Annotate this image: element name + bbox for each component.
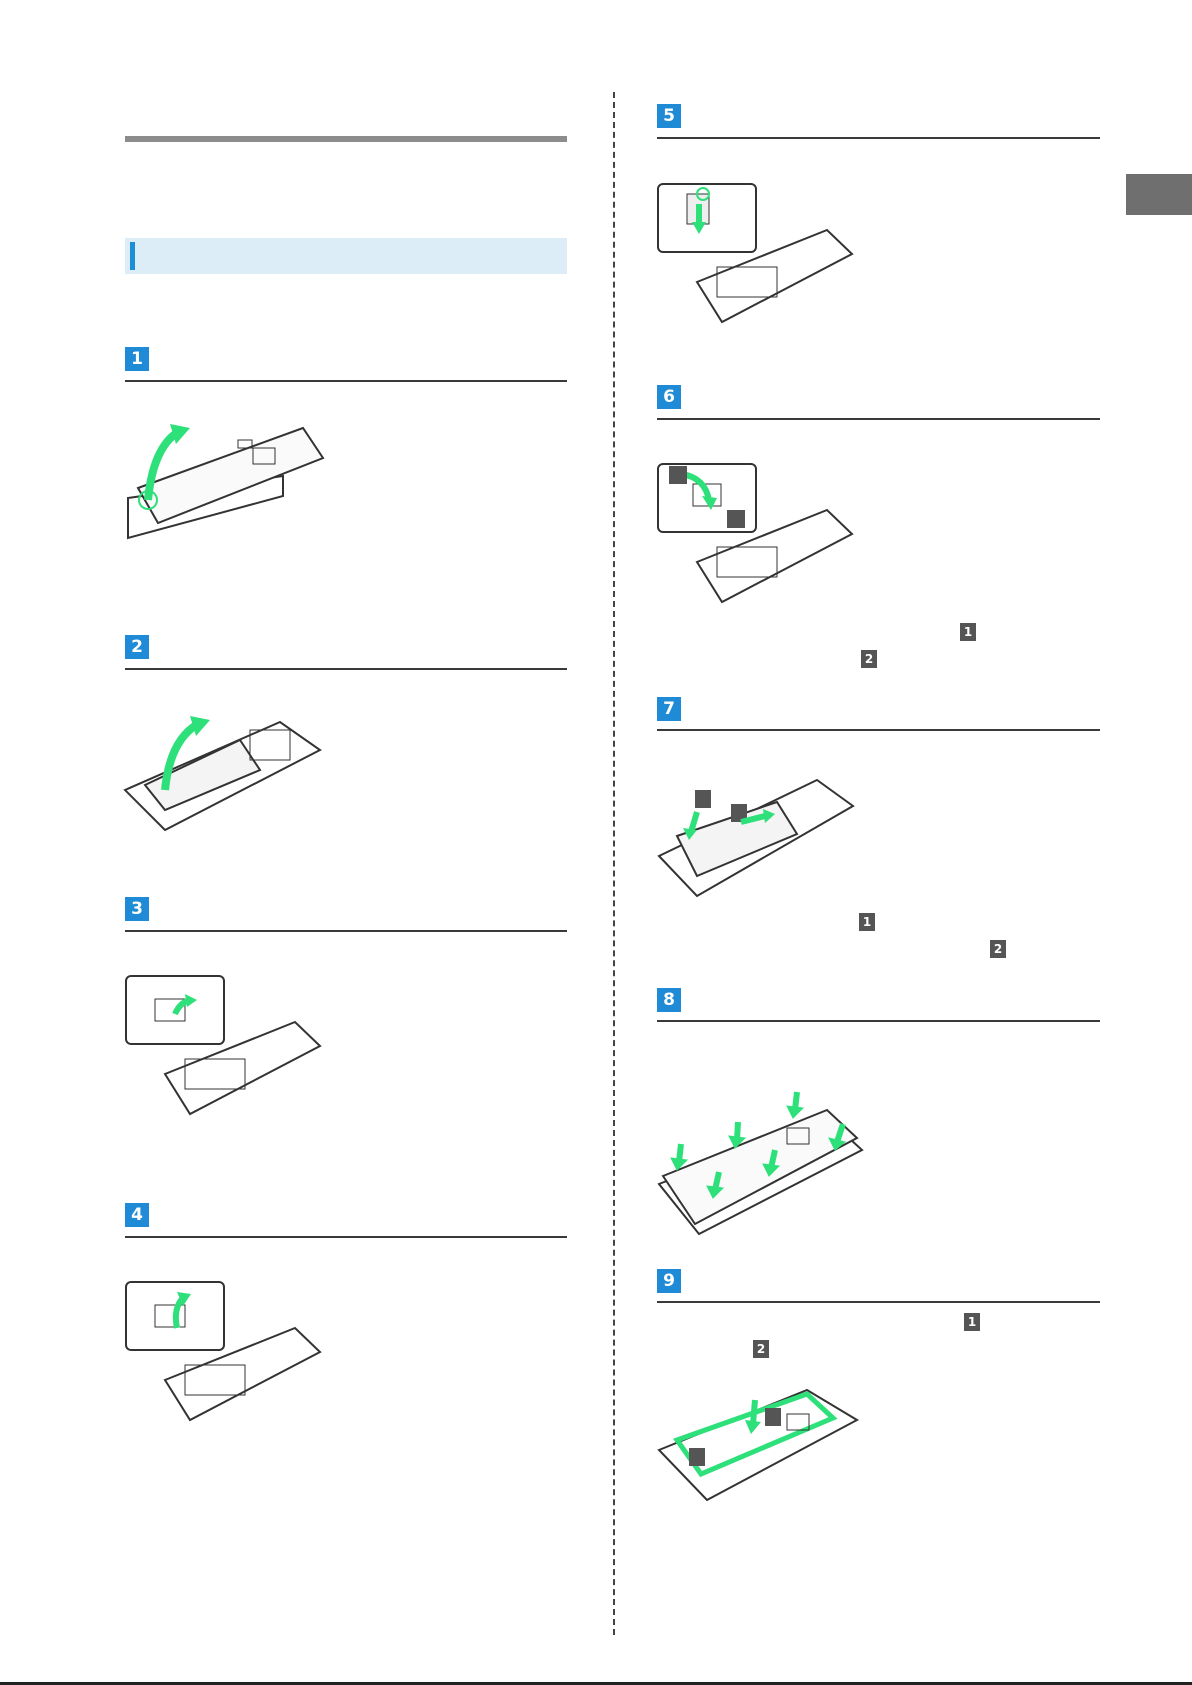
column-divider <box>613 92 615 1635</box>
illustration-cover-removal <box>118 418 328 558</box>
step-badge-1: 1 <box>125 347 149 371</box>
section-title-bar <box>125 136 567 142</box>
step-rule-2 <box>125 668 567 670</box>
subsection-marker <box>130 242 135 270</box>
step-rule-1 <box>125 380 567 382</box>
step-badge-2: 2 <box>125 635 149 659</box>
step-rule-4 <box>125 1236 567 1238</box>
illustration-back-cover-press <box>657 1380 867 1505</box>
step-badge-4: 4 <box>125 1203 149 1227</box>
illustration-sim-card-insert <box>657 182 857 332</box>
step-rule-5 <box>657 137 1100 139</box>
step-rule-6 <box>657 418 1100 420</box>
step-rule-7 <box>657 729 1100 731</box>
marker-1-step6: 1 <box>960 623 976 641</box>
marker-1-step9: 1 <box>964 1313 980 1331</box>
chapter-side-tab <box>1126 174 1192 215</box>
step-badge-9: 9 <box>657 1269 681 1293</box>
step-rule-9 <box>657 1301 1100 1303</box>
illustration-sim-tray-lift <box>125 1280 325 1430</box>
step-rule-3 <box>125 930 567 932</box>
step-badge-7: 7 <box>657 697 681 721</box>
step-rule-8 <box>657 1020 1100 1022</box>
illustration-sim-tray-open <box>125 974 325 1124</box>
step-badge-5: 5 <box>657 104 681 128</box>
illustration-battery-insert <box>657 776 857 901</box>
step-badge-3: 3 <box>125 897 149 921</box>
marker-2-step9: 2 <box>753 1340 769 1358</box>
marker-2-step7: 2 <box>990 940 1006 958</box>
marker-2-step6: 2 <box>861 650 877 668</box>
marker-1-step7: 1 <box>859 913 875 931</box>
subsection-band <box>125 238 567 274</box>
step-badge-6: 6 <box>657 385 681 409</box>
illustration-sim-tray-close <box>657 462 857 612</box>
illustration-back-cover-attach <box>657 1088 867 1238</box>
step-badge-8: 8 <box>657 988 681 1012</box>
illustration-battery-removal <box>120 710 330 840</box>
